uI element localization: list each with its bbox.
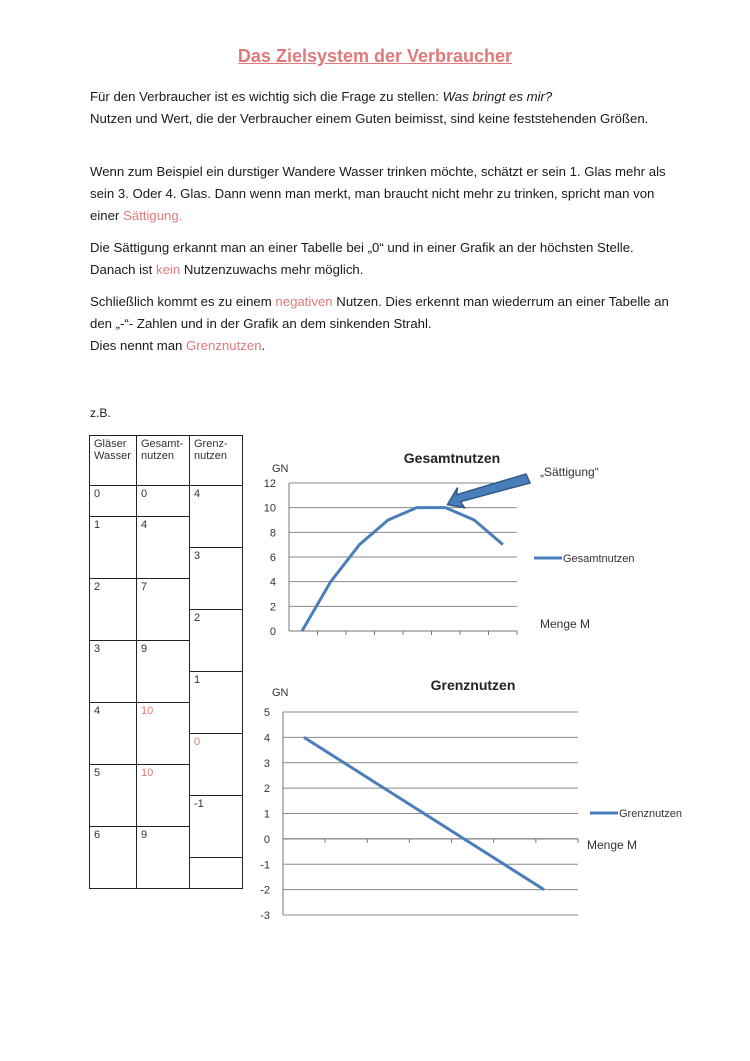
p1-text: Für den Verbraucher ist es wichtig sich die Frage zu stellen: bbox=[90, 89, 443, 104]
chart-title: Gesamtnutzen bbox=[403, 450, 501, 466]
p3-text: Die Sättigung erkannt man an einer Tabelle bei „0“ und in einer Grafik an der höchsten Stelle. Danach ist bbox=[90, 240, 634, 277]
cell-gesamtnutzen: 10 bbox=[137, 765, 190, 827]
example-label: z.B. bbox=[90, 406, 111, 420]
p4-highlight: negativen bbox=[275, 294, 333, 309]
chart-title: Grenznutzen bbox=[430, 677, 516, 693]
cell-glaeser: 1 bbox=[90, 517, 137, 579]
cell-glaeser: 4 bbox=[90, 703, 137, 765]
p1-text-b: Nutzen und Wert, die der Verbraucher einem Guten beimisst, sind keine feststehenden Größen. bbox=[90, 111, 649, 126]
header-gesamtnutzen: Gesamt- nutzen bbox=[137, 436, 190, 486]
p4-highlight-2: Grenznutzen bbox=[186, 338, 262, 353]
legend-label: Grenznutzen bbox=[619, 808, 682, 820]
y-tick-label: 2 bbox=[269, 601, 276, 614]
p2-text: Wenn zum Beispiel ein durstiger Wandere Wasser trinken möchte, schätzt er sein 1. Glas mehr als sein 3. Oder 4. Glas. Dann wenn man merkt, man braucht nicht mehr zu trinken, spricht man von einer bbox=[90, 164, 666, 223]
cell-glaeser: 3 bbox=[90, 641, 137, 703]
p4-text-b: Nutzen. Dies erkennt man wiederrum an einer Tabelle an den „-“- Zahlen und in der Grafik an dem sinkenden Strahl. bbox=[90, 294, 669, 331]
p4-text-c: Dies nennt man bbox=[90, 338, 187, 353]
series-line bbox=[302, 508, 503, 631]
y-tick-label: 5 bbox=[263, 707, 270, 719]
cell-glaeser: 0 bbox=[90, 486, 137, 517]
y-tick-label: -2 bbox=[260, 884, 270, 897]
y-tick-label: 3 bbox=[263, 757, 270, 770]
cell-gesamtnutzen: 9 bbox=[137, 827, 190, 889]
legend-label: Gesamtnutzen bbox=[563, 553, 635, 565]
y-tick-label: -3 bbox=[260, 910, 270, 922]
cell-grenznutzen: 4 bbox=[190, 486, 243, 548]
cell-grenznutzen: 3 bbox=[190, 548, 243, 610]
y-tick-label: 0 bbox=[269, 626, 276, 638]
x-axis-label: Menge M bbox=[540, 617, 591, 631]
saettigung-arrow bbox=[448, 474, 531, 508]
p2-highlight: Sättigung. bbox=[123, 208, 183, 223]
y-tick-label: 0 bbox=[263, 833, 270, 846]
header-grenznutzen: Grenz- nutzen bbox=[190, 436, 243, 486]
y-tick-label: 1 bbox=[263, 808, 270, 821]
cell-gesamtnutzen: 9 bbox=[137, 641, 190, 703]
cell-grenznutzen: 1 bbox=[190, 672, 243, 734]
p3-highlight: kein bbox=[155, 262, 181, 277]
cell-gesamtnutzen: 0 bbox=[137, 486, 190, 517]
cell-gesamtnutzen: 7 bbox=[137, 579, 190, 641]
annotation-label: „Sättigung“ bbox=[540, 465, 599, 479]
cell-grenznutzen: 0 bbox=[190, 734, 243, 796]
p4-text-d: . bbox=[261, 338, 266, 353]
y-tick-label: 4 bbox=[263, 732, 270, 745]
y-tick-label: 6 bbox=[269, 552, 276, 564]
y-axis-label: GN bbox=[272, 687, 289, 699]
y-tick-label: 12 bbox=[263, 478, 276, 490]
cell-glaeser: 6 bbox=[90, 827, 137, 889]
cell-gesamtnutzen: 4 bbox=[137, 517, 190, 579]
y-tick-label: 4 bbox=[269, 576, 276, 589]
cell-gesamtnutzen: 10 bbox=[137, 703, 190, 765]
cell-grenznutzen: 2 bbox=[190, 610, 243, 672]
y-axis-label: GN bbox=[272, 463, 289, 475]
cell-glaeser: 5 bbox=[90, 765, 137, 827]
x-axis-label: Menge M bbox=[587, 838, 638, 852]
p4-text: Schließlich kommt es zu einem bbox=[90, 294, 276, 309]
page-title: Das Zielsystem der Verbraucher bbox=[237, 46, 513, 66]
cell-glaeser: 2 bbox=[90, 579, 137, 641]
y-tick-label: -1 bbox=[260, 859, 270, 872]
y-tick-label: 10 bbox=[263, 502, 276, 515]
p1-question: Was bringt es mir? bbox=[442, 89, 553, 104]
y-tick-label: 8 bbox=[269, 527, 276, 540]
p3-text-b: Nutzenzuwachs mehr möglich. bbox=[180, 262, 364, 277]
cell-grenznutzen: -1 bbox=[190, 796, 243, 858]
y-tick-label: 2 bbox=[263, 783, 270, 796]
header-glaeser: Gläser Wasser bbox=[90, 436, 137, 486]
